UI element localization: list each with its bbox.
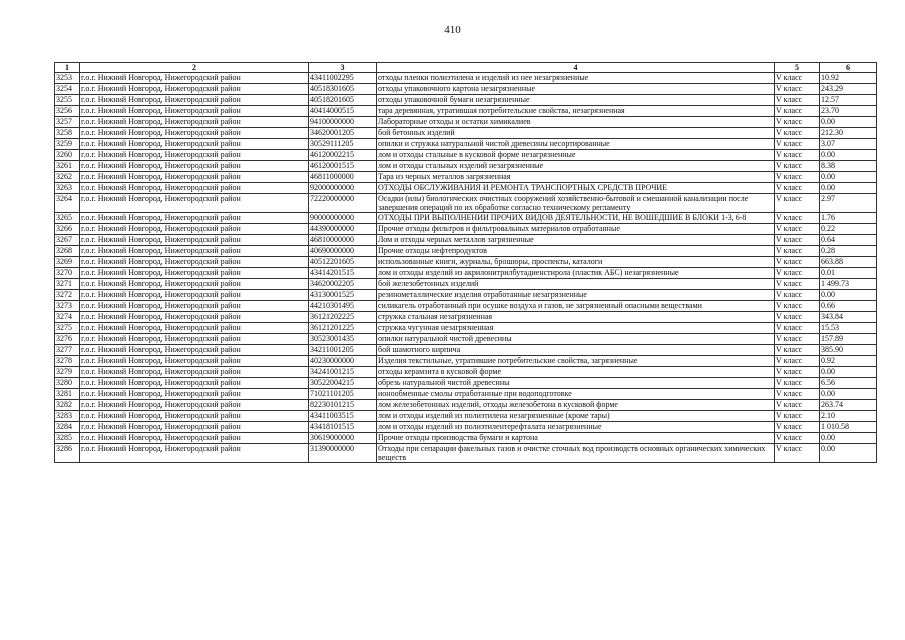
- column-header: 3: [309, 63, 377, 73]
- row-number-cell: 3267: [55, 235, 80, 246]
- amount-cell: 0.64: [820, 235, 877, 246]
- location-cell: г.о.г. Нижний Новгород, Нижегородский район: [80, 183, 309, 194]
- amount-cell: 0.00: [820, 290, 877, 301]
- waste-name-cell: Лабораторные отходы и остатки химикалиев: [377, 117, 775, 128]
- hazard-class-cell: V класс: [775, 301, 820, 312]
- table-row: [55, 73, 877, 84]
- row-number-cell: 3261: [55, 161, 80, 172]
- row-number-cell: 3270: [55, 268, 80, 279]
- hazard-class-cell: V класс: [775, 257, 820, 268]
- waste-code-cell: 36121202225: [309, 312, 377, 323]
- hazard-class-cell: V класс: [775, 235, 820, 246]
- row-number-cell: 3283: [55, 411, 80, 422]
- amount-cell: 10.92: [820, 73, 877, 84]
- hazard-class-cell: V класс: [775, 444, 820, 463]
- amount-cell: 0.00: [820, 444, 877, 463]
- hazard-class-cell: V класс: [775, 422, 820, 433]
- amount-cell: 3.07: [820, 139, 877, 150]
- table-row: [55, 257, 877, 268]
- hazard-class-cell: V класс: [775, 194, 820, 213]
- table-row: [55, 389, 877, 400]
- row-number-cell: 3286: [55, 444, 80, 463]
- amount-cell: 343.84: [820, 312, 877, 323]
- location-cell: г.о.г. Нижний Новгород, Нижегородский район: [80, 150, 309, 161]
- waste-name-cell: Прочие отходы производства бумаги и картона: [377, 433, 775, 444]
- row-number-cell: 3266: [55, 224, 80, 235]
- waste-name-cell: резинометаллические изделия отработанные незагрязненные: [377, 290, 775, 301]
- hazard-class-cell: V класс: [775, 290, 820, 301]
- waste-code-cell: 44210301495: [309, 301, 377, 312]
- table-row: [55, 183, 877, 194]
- amount-cell: 243.29: [820, 84, 877, 95]
- waste-name-cell: Прочие отходы фильтров и фильтровальных материалов отработанные: [377, 224, 775, 235]
- waste-name-cell: силикагель отработанный при осушке воздуха и газов, не загрязненный опасными веществами: [377, 301, 775, 312]
- waste-code-cell: 94100000000: [309, 117, 377, 128]
- amount-cell: 0.00: [820, 117, 877, 128]
- table-row: [55, 367, 877, 378]
- waste-code-cell: 46120002215: [309, 150, 377, 161]
- table-row: [55, 224, 877, 235]
- row-number-cell: 3257: [55, 117, 80, 128]
- waste-name-cell: Изделия текстильные, утратившие потребительские свойства, загрязненные: [377, 356, 775, 367]
- location-cell: г.о.г. Нижний Новгород, Нижегородский район: [80, 444, 309, 463]
- location-cell: г.о.г. Нижний Новгород, Нижегородский район: [80, 246, 309, 257]
- row-number-cell: 3268: [55, 246, 80, 257]
- waste-code-cell: 92000000000: [309, 183, 377, 194]
- amount-cell: 0.00: [820, 433, 877, 444]
- table-row: [55, 235, 877, 246]
- location-cell: г.о.г. Нижний Новгород, Нижегородский район: [80, 312, 309, 323]
- table-body: [55, 73, 877, 463]
- amount-cell: 0.01: [820, 268, 877, 279]
- amount-cell: 6.56: [820, 378, 877, 389]
- waste-code-cell: 46120001515: [309, 161, 377, 172]
- table-row: [55, 301, 877, 312]
- row-number-cell: 3276: [55, 334, 80, 345]
- waste-name-cell: лом и отходы изделий из акрилонитрилбутадиенстирола (пластик АБС) незагрязненные: [377, 268, 775, 279]
- waste-code-cell: 90000000000: [309, 213, 377, 224]
- amount-cell: 385.90: [820, 345, 877, 356]
- row-number-cell: 3282: [55, 400, 80, 411]
- location-cell: г.о.г. Нижний Новгород, Нижегородский район: [80, 235, 309, 246]
- row-number-cell: 3272: [55, 290, 80, 301]
- waste-name-cell: Тара из черных металлов загрязненная: [377, 172, 775, 183]
- row-number-cell: 3263: [55, 183, 80, 194]
- row-number-cell: 3284: [55, 422, 80, 433]
- location-cell: г.о.г. Нижний Новгород, Нижегородский район: [80, 268, 309, 279]
- hazard-class-cell: V класс: [775, 128, 820, 139]
- row-number-cell: 3258: [55, 128, 80, 139]
- amount-cell: 0.00: [820, 183, 877, 194]
- table-row: [55, 378, 877, 389]
- table-row: [55, 194, 877, 213]
- waste-name-cell: Прочие отходы нефтепродуктов: [377, 246, 775, 257]
- hazard-class-cell: V класс: [775, 224, 820, 235]
- waste-name-cell: лом и отходы стальных изделий незагрязненные: [377, 161, 775, 172]
- waste-code-cell: 46810000000: [309, 235, 377, 246]
- waste-code-cell: 40414000515: [309, 106, 377, 117]
- amount-cell: 157.89: [820, 334, 877, 345]
- hazard-class-cell: V класс: [775, 411, 820, 422]
- location-cell: г.о.г. Нижний Новгород, Нижегородский район: [80, 117, 309, 128]
- location-cell: г.о.г. Нижний Новгород, Нижегородский район: [80, 411, 309, 422]
- hazard-class-cell: V класс: [775, 95, 820, 106]
- table-row: [55, 345, 877, 356]
- amount-cell: 2.97: [820, 194, 877, 213]
- location-cell: г.о.г. Нижний Новгород, Нижегородский район: [80, 139, 309, 150]
- waste-name-cell: бой шамотного кирпича: [377, 345, 775, 356]
- column-header: 5: [775, 63, 820, 73]
- waste-name-cell: стружка чугунная незагрязненная: [377, 323, 775, 334]
- location-cell: г.о.г. Нижний Новгород, Нижегородский район: [80, 84, 309, 95]
- table-row: [55, 84, 877, 95]
- waste-code-cell: 40518201605: [309, 95, 377, 106]
- waste-code-cell: 40690000000: [309, 246, 377, 257]
- waste-table: [54, 62, 877, 463]
- table-row: [55, 444, 877, 463]
- table-row: [55, 117, 877, 128]
- location-cell: г.о.г. Нижний Новгород, Нижегородский район: [80, 389, 309, 400]
- location-cell: г.о.г. Нижний Новгород, Нижегородский район: [80, 95, 309, 106]
- hazard-class-cell: V класс: [775, 213, 820, 224]
- table-row: [55, 106, 877, 117]
- row-number-cell: 3269: [55, 257, 80, 268]
- column-header: 6: [820, 63, 877, 73]
- row-number-cell: 3255: [55, 95, 80, 106]
- row-number-cell: 3265: [55, 213, 80, 224]
- table-row: [55, 312, 877, 323]
- amount-cell: 1 010.58: [820, 422, 877, 433]
- waste-code-cell: 43411002295: [309, 73, 377, 84]
- row-number-cell: 3274: [55, 312, 80, 323]
- row-number-cell: 3260: [55, 150, 80, 161]
- header-row: [55, 63, 877, 73]
- amount-cell: 0.22: [820, 224, 877, 235]
- waste-name-cell: лом и отходы изделий из полиэтилентерефталата незагрязненные: [377, 422, 775, 433]
- column-header: 2: [80, 63, 309, 73]
- row-number-cell: 3275: [55, 323, 80, 334]
- hazard-class-cell: V класс: [775, 279, 820, 290]
- location-cell: г.о.г. Нижний Новгород, Нижегородский район: [80, 172, 309, 183]
- waste-code-cell: 46811000000: [309, 172, 377, 183]
- amount-cell: 0.28: [820, 246, 877, 257]
- row-number-cell: 3256: [55, 106, 80, 117]
- row-number-cell: 3278: [55, 356, 80, 367]
- location-cell: г.о.г. Нижний Новгород, Нижегородский район: [80, 367, 309, 378]
- row-number-cell: 3281: [55, 389, 80, 400]
- waste-name-cell: Лом и отходы черных металлов загрязненные: [377, 235, 775, 246]
- location-cell: г.о.г. Нижний Новгород, Нижегородский район: [80, 128, 309, 139]
- amount-cell: 263.74: [820, 400, 877, 411]
- amount-cell: 0.00: [820, 367, 877, 378]
- waste-name-cell: отходы упаковочной бумаги незагрязненные: [377, 95, 775, 106]
- table-row: [55, 150, 877, 161]
- hazard-class-cell: V класс: [775, 106, 820, 117]
- table-row: [55, 411, 877, 422]
- page-number: 410: [444, 24, 461, 36]
- hazard-class-cell: V класс: [775, 378, 820, 389]
- amount-cell: 1.76: [820, 213, 877, 224]
- waste-code-cell: 30529111205: [309, 139, 377, 150]
- waste-name-cell: бой железобетонных изделий: [377, 279, 775, 290]
- row-number-cell: 3262: [55, 172, 80, 183]
- waste-name-cell: тара деревянная, утратившая потребительские свойства, незагрязненная: [377, 106, 775, 117]
- hazard-class-cell: V класс: [775, 139, 820, 150]
- amount-cell: 12.57: [820, 95, 877, 106]
- hazard-class-cell: V класс: [775, 161, 820, 172]
- waste-code-cell: 30522004215: [309, 378, 377, 389]
- waste-code-cell: 30619000000: [309, 433, 377, 444]
- location-cell: г.о.г. Нижний Новгород, Нижегородский район: [80, 194, 309, 213]
- location-cell: г.о.г. Нижний Новгород, Нижегородский район: [80, 323, 309, 334]
- hazard-class-cell: V класс: [775, 356, 820, 367]
- location-cell: г.о.г. Нижний Новгород, Нижегородский район: [80, 224, 309, 235]
- hazard-class-cell: V класс: [775, 323, 820, 334]
- location-cell: г.о.г. Нижний Новгород, Нижегородский район: [80, 213, 309, 224]
- row-number-cell: 3271: [55, 279, 80, 290]
- hazard-class-cell: V класс: [775, 433, 820, 444]
- amount-cell: 0.00: [820, 150, 877, 161]
- hazard-class-cell: V класс: [775, 334, 820, 345]
- table-row: [55, 172, 877, 183]
- waste-code-cell: 43418101515: [309, 422, 377, 433]
- row-number-cell: 3273: [55, 301, 80, 312]
- waste-name-cell: лом железобетонных изделий, отходы железобетона в кусковой форме: [377, 400, 775, 411]
- hazard-class-cell: V класс: [775, 400, 820, 411]
- amount-cell: 8.38: [820, 161, 877, 172]
- table-row: [55, 95, 877, 106]
- location-cell: г.о.г. Нижний Новгород, Нижегородский район: [80, 422, 309, 433]
- amount-cell: 663.88: [820, 257, 877, 268]
- amount-cell: 212.30: [820, 128, 877, 139]
- waste-code-cell: 44390000000: [309, 224, 377, 235]
- hazard-class-cell: V класс: [775, 246, 820, 257]
- row-number-cell: 3285: [55, 433, 80, 444]
- waste-name-cell: Отходы при сепарации факельных газов и очистке сточных вод производств основных органических химических веществ: [377, 444, 775, 463]
- waste-code-cell: 34211001205: [309, 345, 377, 356]
- table-row: [55, 356, 877, 367]
- location-cell: г.о.г. Нижний Новгород, Нижегородский район: [80, 345, 309, 356]
- hazard-class-cell: V класс: [775, 345, 820, 356]
- hazard-class-cell: V класс: [775, 150, 820, 161]
- waste-name-cell: ионообменные смолы отработанные при водоподготовке: [377, 389, 775, 400]
- amount-cell: 0.00: [820, 389, 877, 400]
- column-header: 1: [55, 63, 80, 73]
- waste-name-cell: использованные книги, журналы, брошюры, проспекты, каталоги: [377, 257, 775, 268]
- waste-name-cell: лом и отходы изделий из полиэтилена незагрязненные (кроме тары): [377, 411, 775, 422]
- hazard-class-cell: V класс: [775, 172, 820, 183]
- table-row: [55, 400, 877, 411]
- waste-code-cell: 34620001205: [309, 128, 377, 139]
- amount-cell: 23.70: [820, 106, 877, 117]
- waste-name-cell: отходы пленки полиэтилена и изделий из нее незагрязненные: [377, 73, 775, 84]
- location-cell: г.о.г. Нижний Новгород, Нижегородский район: [80, 257, 309, 268]
- amount-cell: 0.92: [820, 356, 877, 367]
- row-number-cell: 3253: [55, 73, 80, 84]
- waste-code-cell: 43411003515: [309, 411, 377, 422]
- hazard-class-cell: V класс: [775, 268, 820, 279]
- table-row: [55, 433, 877, 444]
- table-row: [55, 323, 877, 334]
- waste-name-cell: бой бетонных изделий: [377, 128, 775, 139]
- row-number-cell: 3280: [55, 378, 80, 389]
- location-cell: г.о.г. Нижний Новгород, Нижегородский район: [80, 290, 309, 301]
- location-cell: г.о.г. Нижний Новгород, Нижегородский район: [80, 73, 309, 84]
- location-cell: г.о.г. Нижний Новгород, Нижегородский район: [80, 356, 309, 367]
- location-cell: г.о.г. Нижний Новгород, Нижегородский район: [80, 400, 309, 411]
- table-row: [55, 246, 877, 257]
- hazard-class-cell: V класс: [775, 117, 820, 128]
- table-row: [55, 290, 877, 301]
- location-cell: г.о.г. Нижний Новгород, Нижегородский район: [80, 378, 309, 389]
- waste-code-cell: 40512201605: [309, 257, 377, 268]
- row-number-cell: 3259: [55, 139, 80, 150]
- location-cell: г.о.г. Нижний Новгород, Нижегородский район: [80, 301, 309, 312]
- waste-name-cell: опилки натуральной чистой древесины: [377, 334, 775, 345]
- waste-code-cell: 43414201515: [309, 268, 377, 279]
- row-number-cell: 3264: [55, 194, 80, 213]
- waste-name-cell: ОТХОДЫ ПРИ ВЫПОЛНЕНИИ ПРОЧИХ ВИДОВ ДЕЯТЕЛЬНОСТИ, НЕ ВОШЕДШИЕ В БЛОКИ 1-3, 6-8: [377, 213, 775, 224]
- table-row: [55, 128, 877, 139]
- waste-code-cell: 36121201225: [309, 323, 377, 334]
- amount-cell: 15.53: [820, 323, 877, 334]
- waste-code-cell: 31390000000: [309, 444, 377, 463]
- waste-code-cell: 40518301605: [309, 84, 377, 95]
- waste-name-cell: отходы упаковочного картона незагрязненные: [377, 84, 775, 95]
- row-number-cell: 3279: [55, 367, 80, 378]
- waste-code-cell: 40230000000: [309, 356, 377, 367]
- row-number-cell: 3254: [55, 84, 80, 95]
- waste-name-cell: стружка стальная незагрязненная: [377, 312, 775, 323]
- amount-cell: 1 499.73: [820, 279, 877, 290]
- waste-name-cell: отходы керамзита в кусковой форме: [377, 367, 775, 378]
- waste-name-cell: опилки и стружка натуральной чистой древесины несортированные: [377, 139, 775, 150]
- table-row: [55, 422, 877, 433]
- row-number-cell: 3277: [55, 345, 80, 356]
- waste-code-cell: 71021101205: [309, 389, 377, 400]
- hazard-class-cell: V класс: [775, 312, 820, 323]
- waste-code-cell: 82230101215: [309, 400, 377, 411]
- hazard-class-cell: V класс: [775, 84, 820, 95]
- table-row: [55, 161, 877, 172]
- table-row: [55, 139, 877, 150]
- location-cell: г.о.г. Нижний Новгород, Нижегородский район: [80, 279, 309, 290]
- column-header: 4: [377, 63, 775, 73]
- table-row: [55, 334, 877, 345]
- table-row: [55, 268, 877, 279]
- waste-code-cell: 72220000000: [309, 194, 377, 213]
- table-row: [55, 213, 877, 224]
- amount-cell: 0.66: [820, 301, 877, 312]
- amount-cell: 0.00: [820, 172, 877, 183]
- waste-name-cell: лом и отходы стальные в кусковой форме незагрязненные: [377, 150, 775, 161]
- location-cell: г.о.г. Нижний Новгород, Нижегородский район: [80, 106, 309, 117]
- location-cell: г.о.г. Нижний Новгород, Нижегородский район: [80, 334, 309, 345]
- hazard-class-cell: V класс: [775, 73, 820, 84]
- waste-name-cell: обрезь натуральной чистой древесины: [377, 378, 775, 389]
- location-cell: г.о.г. Нижний Новгород, Нижегородский район: [80, 161, 309, 172]
- waste-code-cell: 34620002205: [309, 279, 377, 290]
- waste-code-cell: 43130001525: [309, 290, 377, 301]
- waste-code-cell: 30523001435: [309, 334, 377, 345]
- table-row: [55, 279, 877, 290]
- location-cell: г.о.г. Нижний Новгород, Нижегородский район: [80, 433, 309, 444]
- waste-code-cell: 34241001215: [309, 367, 377, 378]
- waste-name-cell: ОТХОДЫ ОБСЛУЖИВАНИЯ И РЕМОНТА ТРАНСПОРТНЫХ СРЕДСТВ ПРОЧИЕ: [377, 183, 775, 194]
- waste-name-cell: Осадки (илы) биологических очистных сооружений хозяйственно-бытовой и смешанной канализации после завершения операций по их обработке согласно техническому регламенту: [377, 194, 775, 213]
- amount-cell: 2.10: [820, 411, 877, 422]
- hazard-class-cell: V класс: [775, 183, 820, 194]
- hazard-class-cell: V класс: [775, 389, 820, 400]
- hazard-class-cell: V класс: [775, 367, 820, 378]
